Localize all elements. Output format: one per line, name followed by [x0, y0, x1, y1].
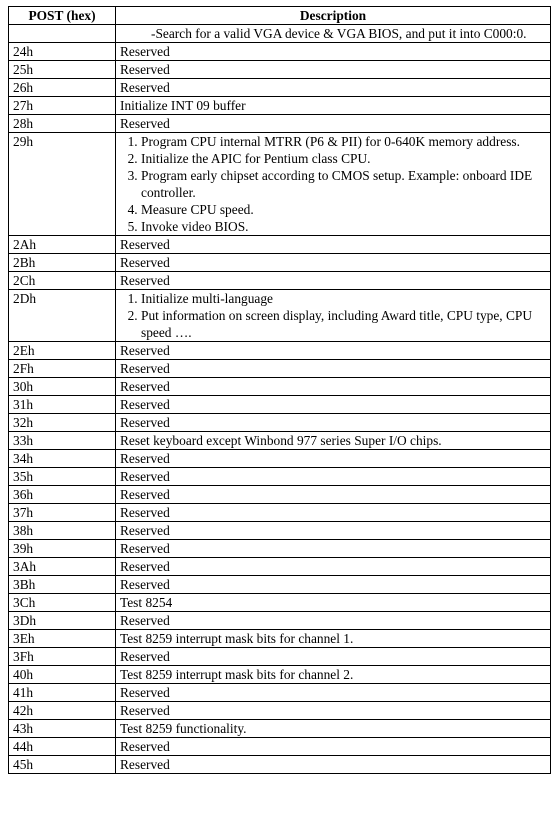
table-row — [9, 115, 551, 133]
post-code-cell: 40h — [9, 666, 116, 684]
post-code-cell: 25h — [9, 61, 116, 79]
post-code-cell: 41h — [9, 684, 116, 702]
description-cell: Reserved — [116, 738, 551, 756]
description-cell: Test 8259 functionality. — [116, 720, 551, 738]
description-list-item: 2. Put information on screen display, including Award title, CPU type, CPU speed …. — [141, 307, 546, 341]
table-row — [9, 236, 551, 254]
description-cell: Reserved — [116, 684, 551, 702]
table-row — [9, 79, 551, 97]
table-row — [9, 414, 551, 432]
post-code-cell: 2Ah — [9, 236, 116, 254]
post-code-cell: 35h — [9, 468, 116, 486]
table-row — [9, 648, 551, 666]
description-cell: Reserved — [116, 396, 551, 414]
description-cell: Reserved — [116, 236, 551, 254]
table-row — [9, 97, 551, 115]
table-row — [9, 254, 551, 272]
table-row — [9, 522, 551, 540]
description-list-item: 1. Initialize multi-language — [141, 290, 546, 307]
table-row — [9, 396, 551, 414]
post-code-cell: 36h — [9, 486, 116, 504]
description-cell — [116, 133, 551, 236]
post-code-cell: 3Dh — [9, 612, 116, 630]
post-code-cell: 45h — [9, 756, 116, 774]
post-code-cell: 44h — [9, 738, 116, 756]
description-cell: Reserved — [116, 450, 551, 468]
description-cell — [116, 290, 551, 342]
header-post-hex: POST (hex) — [9, 7, 116, 25]
description-list-item: 1. Program CPU internal MTRR (P6 & PII) for 0-640K memory address. — [141, 133, 546, 150]
post-code-cell: 32h — [9, 414, 116, 432]
description-cell: Reserved — [116, 702, 551, 720]
description-list — [120, 133, 546, 235]
table-row — [9, 630, 551, 648]
table-row — [9, 432, 551, 450]
table-row — [9, 738, 551, 756]
post-code-cell: 28h — [9, 115, 116, 133]
post-code-cell: 27h — [9, 97, 116, 115]
table-row — [9, 290, 551, 342]
table-row — [9, 360, 551, 378]
table-row — [9, 468, 551, 486]
table-row — [9, 756, 551, 774]
table-row — [9, 612, 551, 630]
post-code-cell: 37h — [9, 504, 116, 522]
table-row — [9, 342, 551, 360]
description-cell: Reserved — [116, 61, 551, 79]
description-cell: Reserved — [116, 468, 551, 486]
description-cell: Reserved — [116, 504, 551, 522]
description-cell: Reserved — [116, 756, 551, 774]
description-cell: Reserved — [116, 612, 551, 630]
post-code-cell: 26h — [9, 79, 116, 97]
post-code-cell: 24h — [9, 43, 116, 61]
description-cell: Test 8259 interrupt mask bits for channel 1. — [116, 630, 551, 648]
description-cell: Reserved — [116, 79, 551, 97]
table-row — [9, 720, 551, 738]
description-cell: Reserved — [116, 254, 551, 272]
table-row — [9, 666, 551, 684]
description-list-item: 5. Invoke video BIOS. — [141, 218, 546, 235]
description-list-item: 2. Initialize the APIC for Pentium class CPU. — [141, 150, 546, 167]
post-code-cell: 3Bh — [9, 576, 116, 594]
description-cell: Reserved — [116, 540, 551, 558]
table-row — [9, 378, 551, 396]
description-cell: Test 8254 — [116, 594, 551, 612]
table-row — [9, 504, 551, 522]
description-cell: Reserved — [116, 115, 551, 133]
table-row — [9, 133, 551, 236]
description-cell: Reserved — [116, 360, 551, 378]
post-code-cell: 42h — [9, 702, 116, 720]
post-code-cell: 30h — [9, 378, 116, 396]
table-row — [9, 43, 551, 61]
description-cell: Initialize INT 09 buffer — [116, 97, 551, 115]
description-cell: Reserved — [116, 272, 551, 290]
continuation-text: -Search for a valid VGA device & VGA BIOS, and put it into C000:0. — [151, 26, 527, 41]
post-code-cell: 3Eh — [9, 630, 116, 648]
post-code-cell: 39h — [9, 540, 116, 558]
post-code-cell: 2Eh — [9, 342, 116, 360]
table-header-row — [9, 7, 551, 25]
description-cell: Test 8259 interrupt mask bits for channel 2. — [116, 666, 551, 684]
post-code-cell: 38h — [9, 522, 116, 540]
post-code-cell: 2Dh — [9, 290, 116, 342]
description-cell: Reserved — [116, 378, 551, 396]
description-cell: Reserved — [116, 576, 551, 594]
post-code-cell: 31h — [9, 396, 116, 414]
description-cell: Reserved — [116, 342, 551, 360]
table-row — [9, 576, 551, 594]
post-code-cell: 34h — [9, 450, 116, 468]
description-cell: Reserved — [116, 43, 551, 61]
post-code-cell: 2Ch — [9, 272, 116, 290]
post-code-cell: 3Fh — [9, 648, 116, 666]
description-cell: Reserved — [116, 414, 551, 432]
description-list-item: 3. Program early chipset according to CMOS setup. Example: onboard IDE controller. — [141, 167, 546, 201]
description-cell: Reserved — [116, 558, 551, 576]
table-row — [9, 540, 551, 558]
table-row — [9, 272, 551, 290]
description-cell — [116, 25, 551, 43]
description-cell: Reserved — [116, 648, 551, 666]
description-cell: Reserved — [116, 486, 551, 504]
table-row — [9, 61, 551, 79]
post-code-cell: 33h — [9, 432, 116, 450]
table-body — [9, 25, 551, 774]
description-list-item: 4. Measure CPU speed. — [141, 201, 546, 218]
post-code-cell: 3Ch — [9, 594, 116, 612]
table-row — [9, 684, 551, 702]
post-code-cell: 43h — [9, 720, 116, 738]
table-row — [9, 702, 551, 720]
table-row — [9, 486, 551, 504]
table-row — [9, 450, 551, 468]
table-row — [9, 594, 551, 612]
post-code-cell: 2Fh — [9, 360, 116, 378]
description-cell: Reset keyboard except Winbond 977 series Super I/O chips. — [116, 432, 551, 450]
description-cell: Reserved — [116, 522, 551, 540]
header-description: Description — [116, 7, 551, 25]
post-code-cell — [9, 25, 116, 43]
post-code-cell: 3Ah — [9, 558, 116, 576]
table-row — [9, 558, 551, 576]
description-list — [120, 290, 546, 341]
post-code-cell: 29h — [9, 133, 116, 236]
post-code-cell: 2Bh — [9, 254, 116, 272]
post-code-table — [8, 6, 551, 774]
continuation-row — [9, 25, 551, 43]
